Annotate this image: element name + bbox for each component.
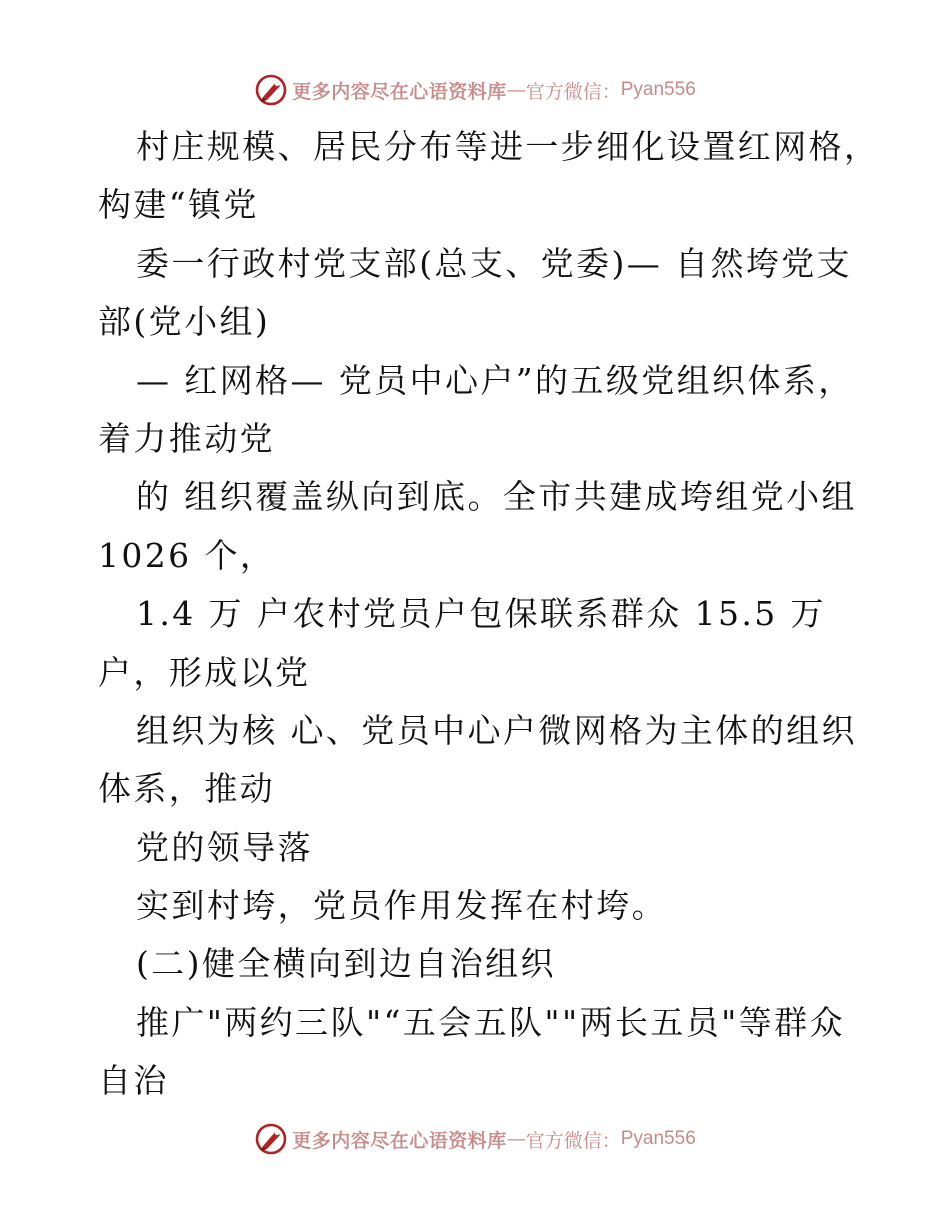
watermark-separator: — bbox=[506, 79, 526, 101]
watermark-label: 官方微信： bbox=[525, 80, 621, 103]
text-line: 部(党小组) bbox=[98, 302, 271, 342]
text-line: — 红网格— 党员中心户”的五级党组织体系， bbox=[136, 360, 854, 400]
text-line: 委一行政村党支部(总支、党委)— 自然垮党支 bbox=[136, 243, 853, 283]
text-line: 实到村垮，党员作用发挥在村垮。 bbox=[136, 886, 667, 926]
watermark-wechat-id: Pyan556 bbox=[620, 1128, 696, 1149]
text-line: 的 组织覆盖纵向到底。全市共建成垮组党小组 bbox=[136, 477, 857, 517]
watermark-main-text: 更多内容尽在心语资料库 bbox=[292, 80, 507, 103]
watermark-separator: — bbox=[506, 1128, 526, 1150]
text-line: 推广"两约三队"“五会五队""两长五员"等群众 bbox=[136, 1002, 845, 1042]
text-line: 1026 个， bbox=[98, 535, 276, 575]
watermark-wechat-id: Pyan556 bbox=[620, 79, 696, 100]
text-line: 组织为核 心、党员中心户微网格为主体的组织 bbox=[136, 710, 857, 750]
section-heading: (二)健全横向到边自治组织 bbox=[136, 944, 556, 984]
header-watermark bbox=[0, 70, 950, 110]
pen-logo-icon bbox=[254, 1122, 288, 1156]
text-line: 构建“镇党 bbox=[98, 185, 259, 225]
text-line: 体系，推动 bbox=[98, 769, 275, 809]
watermark-label: 官方微信： bbox=[525, 1129, 621, 1152]
text-line: 党的领导落 bbox=[136, 827, 313, 867]
text-line: 村庄规模、居民分布等进一步细化设置红网格， bbox=[136, 127, 880, 166]
text-line: 着力推动党 bbox=[98, 418, 275, 458]
text-line: 户，形成以党 bbox=[98, 652, 311, 692]
pen-logo-icon bbox=[254, 73, 288, 107]
text-line: 1.4 万 户农村党员户包保联系群众 15.5 万 bbox=[136, 594, 826, 634]
footer-watermark bbox=[0, 1119, 950, 1159]
text-line: 自治 bbox=[98, 1061, 169, 1101]
watermark-main-text: 更多内容尽在心语资料库 bbox=[292, 1129, 507, 1152]
body-text bbox=[98, 118, 880, 1111]
